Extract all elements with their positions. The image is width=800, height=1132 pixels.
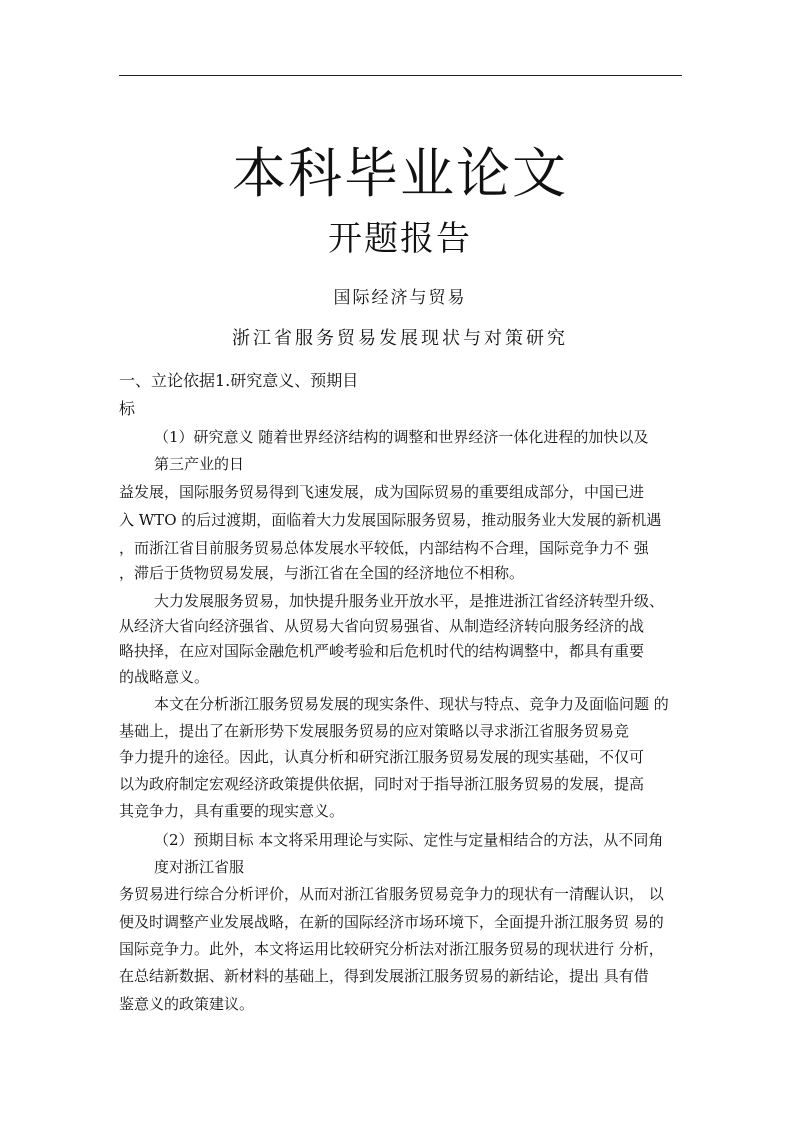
major-name: 国际经济与贸易	[333, 288, 467, 308]
body-line: 的战略意义。	[119, 668, 210, 686]
body-line: 入 WTO 的后过渡期，面临着大力发展国际服务贸易，推动服务业大发展的新机遇	[119, 511, 662, 529]
body-line: （1）研究意义 随着世界经济结构的调整和世界经济一体化进程的加快以及	[154, 428, 649, 446]
body-line: 国际竞争力。此外，本文将运用比较研究分析法对浙江服务贸易的现状进行 分析，	[119, 940, 664, 958]
body-line: 略抉择，在应对国际金融危机严峻考验和后危机时代的结构调整中，都具有重要	[119, 642, 645, 660]
body-line: 便及时调整产业发展战略，在新的国际经济市场环境下，全面提升浙江服务贸 易的	[119, 913, 664, 931]
body-line: ，而浙江省目前服务贸易总体发展水平较低，内部结构不合理，国际竞争力不 强	[119, 539, 649, 557]
document-title: 本科毕业论文	[232, 142, 568, 205]
body-line: 其竞争力，具有重要的现实意义。	[119, 802, 345, 820]
body-line: 争力提升的途径。因此，认真分析和研究浙江服务贸易发展的现实基础，不仅可	[119, 748, 645, 766]
body-line: 益发展，国际服务贸易得到飞速发展，成为国际贸易的重要组成部分，中国已进	[119, 483, 645, 501]
body-line: 本文在分析浙江服务贸易发展的现实条件、现状与特点、竞争力及面临问题 的	[154, 695, 669, 713]
body-line: 在总结新数据、新材料的基础上，得到发展浙江服务贸易的新结论，提出 具有借	[119, 967, 649, 985]
body-line: （2）预期目标 本文将采用理论与实际、定性与定量相结合的方法，从不同角	[154, 831, 664, 849]
body-line: 务贸易进行综合分析评价，从而对浙江省服务贸易竞争力的现状有一清醒认识， 以	[119, 885, 664, 903]
body-line: 以为政府制定宏观经济政策提供依据，同时对于指导浙江服务贸易的发展，提高	[119, 775, 645, 793]
body-line: 基础上，提出了在新形势下发展服务贸易的应对策略以寻求浙江省服务贸易竞	[119, 722, 630, 740]
document-subtitle: 开题报告	[328, 219, 472, 259]
section-heading-continued: 标	[119, 399, 136, 418]
header-rule	[119, 75, 682, 76]
body-line: ，滞后于货物贸易发展，与浙江省在全国的经济地位不相称。	[119, 564, 525, 582]
thesis-title: 浙江省服务贸易发展现状与对策研究	[232, 328, 568, 349]
body-line: 度对浙江省服	[154, 858, 245, 876]
body-line: 第三产业的日	[154, 455, 245, 473]
body-line: 大力发展服务贸易，加快提升服务业开放水平，是推进浙江省经济转型升级、	[154, 592, 665, 610]
body-line: 鉴意义的政策建议。	[119, 995, 255, 1013]
section-heading: 一、立论依据1.研究意义、预期目	[119, 371, 359, 390]
body-line: 从经济大省向经济强省、从贸易大省向贸易强省、从制造经济转向服务经济的战	[119, 617, 645, 635]
